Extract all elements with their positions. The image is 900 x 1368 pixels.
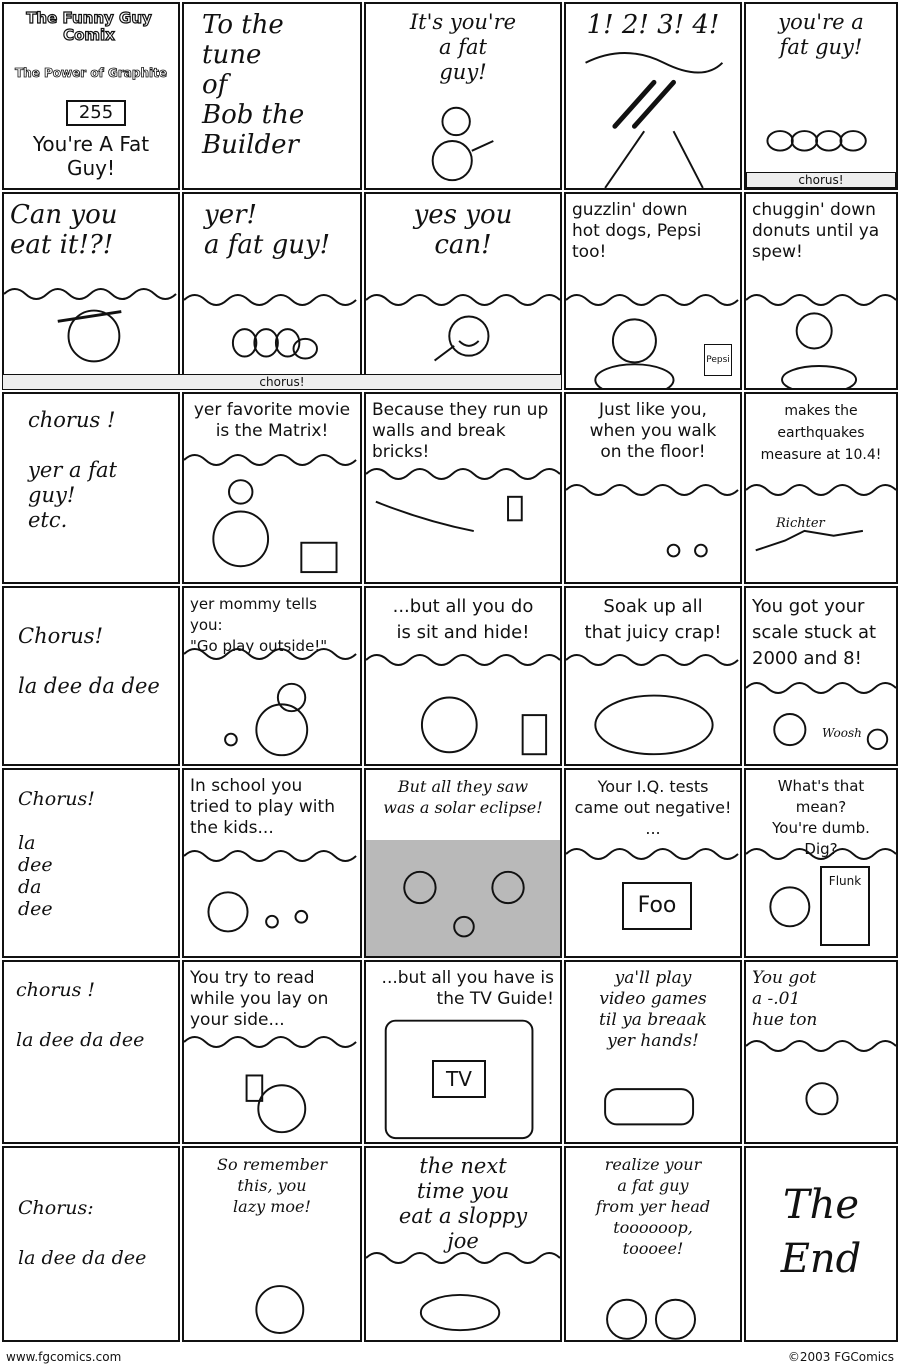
panel-27 [364, 960, 562, 1144]
panel-9 [744, 192, 898, 390]
hiding-guy-drawing [366, 588, 560, 764]
panel-caption: 1! 2! 3! 4! [586, 10, 720, 40]
panel-caption: ...but all you have is the TV Guide! [381, 968, 554, 1009]
video-game-drawing [566, 962, 740, 1142]
panel-14 [744, 392, 898, 584]
panel-caption: You got a -.01 hue ton [752, 968, 818, 1030]
panel-31 [182, 1146, 362, 1342]
fat-guy-drawing [366, 4, 560, 188]
panel-23 [564, 768, 742, 958]
eclipse-drawing [366, 770, 560, 956]
panel-caption: So remember this, you lazy moe! [217, 1155, 327, 1216]
panel-caption: Chorus! la dee da dee [18, 624, 160, 698]
panel-34 [744, 1146, 898, 1342]
panel-16 [182, 586, 362, 766]
head-drawing [566, 1148, 740, 1340]
happy-guy-drawing [366, 194, 560, 388]
panel-18 [564, 586, 742, 766]
panel-caption: Soak up all that juicy crap! [584, 596, 722, 643]
panel-1 [182, 2, 362, 190]
panel-caption: What's that mean? You're dumb. Dig? [772, 777, 870, 858]
wave-border [566, 844, 740, 864]
episode-title: You're A Fat Guy! [32, 132, 150, 180]
panel-2 [364, 2, 562, 190]
mommy-drawing [184, 588, 360, 764]
panel-13 [564, 392, 742, 584]
panel-caption: chuggin' down donuts until ya spew! [752, 200, 880, 262]
panel-8 [564, 192, 742, 390]
panel-caption: yer favorite movie is the Matrix! [193, 400, 351, 441]
panel-20 [2, 768, 180, 958]
panel-caption: To the tune of Bob the Builder [202, 10, 305, 160]
panel-caption: You try to read while you lay on your side... [190, 968, 329, 1030]
face-drawing [4, 194, 178, 388]
panel-5 [2, 192, 180, 390]
scale-drawing [746, 588, 896, 764]
walking-drawing [566, 394, 740, 582]
woosh-label: Woosh [822, 726, 862, 740]
chorus-banner: chorus! [746, 172, 896, 188]
tv-guide-label: TV [432, 1060, 486, 1098]
panel-12 [364, 392, 562, 584]
panel-caption: guzzlin' down hot dogs, Pepsi too! [572, 200, 702, 262]
lazy-guy-drawing [184, 1148, 360, 1340]
subtitle: The Power of Graphite [14, 66, 168, 80]
panel-caption: realize your a fat guy from yer head toooooop, toooee! [595, 1155, 711, 1258]
panel-caption: You got your scale stuck at 2000 and 8! [752, 596, 877, 669]
panel-21 [182, 768, 362, 958]
panel-33 [564, 1146, 742, 1342]
pepsi-can: Pepsi [704, 344, 732, 376]
tv-guide-drawing [366, 962, 560, 1142]
guy-with-tv-drawing [184, 394, 360, 582]
panel-caption: you're a fat guy! [778, 10, 864, 59]
panel-caption: The End [780, 1182, 862, 1282]
panel-19 [744, 586, 898, 766]
panel-caption: Your I.Q. tests came out negative! ... [574, 777, 732, 838]
spewing-guy-drawing [746, 194, 896, 388]
seismograph-drawing [746, 394, 896, 582]
panel-caption: ya'll play video games til ya breaak yer hands! [599, 968, 707, 1051]
panel-caption: It's you're a fat guy! [409, 10, 517, 84]
panel-11 [182, 392, 362, 584]
richter-label: Richter [776, 516, 825, 531]
panel-29 [744, 960, 898, 1144]
panel-22 [364, 768, 562, 958]
panel-caption: chorus ! yer a fat guy! etc. [28, 408, 117, 532]
series-title: The Funny Guy Comix [26, 9, 152, 44]
panel-32 [364, 1146, 562, 1342]
panel-caption: the next time you eat a sloppy joe [398, 1154, 528, 1253]
panel-caption: Chorus: la dee da dee [18, 1197, 147, 1269]
test-paper: Foo [622, 882, 692, 930]
panel-28 [564, 960, 742, 1144]
panel-caption: yer! a fat guy! [204, 200, 331, 260]
flunk-paper: Flunk [820, 866, 870, 946]
panel-caption: chorus ! la dee da dee [16, 979, 145, 1051]
heavy-guy-drawing [746, 962, 896, 1142]
panel-3 [564, 2, 742, 190]
panel-caption: yer mommy tells you: "Go play outside!" [190, 595, 328, 655]
panel-caption: In school you tried to play with the kids... [190, 776, 335, 838]
panel-6 [182, 192, 362, 390]
panel-caption: makes the earthquakes measure at 10.4! [760, 403, 882, 463]
sloppy-joe-drawing [366, 1148, 560, 1340]
panel-caption: Chorus! la dee da dee [18, 788, 95, 920]
reading-drawing [184, 962, 360, 1142]
panel-4 [744, 2, 898, 190]
footer-copyright: ©2003 FGComics [787, 1350, 894, 1364]
panel-10 [2, 392, 180, 584]
title-panel [2, 2, 180, 190]
hot-dogs-drawing [566, 4, 740, 188]
panel-30 [2, 1146, 180, 1342]
donuts-drawing [184, 194, 360, 388]
panel-7 [364, 192, 562, 390]
breaking-bricks-drawing [366, 394, 560, 582]
footer-url[interactable]: www.fgcomics.com [6, 1350, 122, 1364]
panel-caption: Can you eat it!?! [10, 200, 118, 260]
panel-caption: ...but all you do is sit and hide! [392, 596, 534, 643]
chorus-banner-row2: chorus! [2, 374, 562, 390]
panel-24 [744, 768, 898, 958]
panel-caption: Just like you, when you walk on the floor! [589, 400, 717, 462]
issue-number: 255 [66, 100, 126, 126]
school-drawing [184, 770, 360, 956]
donuts-drawing [746, 4, 896, 188]
panel-caption: But all they saw was a solar eclipse! [366, 770, 560, 840]
panel-25 [2, 960, 180, 1144]
panel-15 [2, 586, 180, 766]
panel-caption: Because they run up walls and break bricks! [372, 400, 549, 462]
soaking-drawing [566, 588, 740, 764]
panel-17 [364, 586, 562, 766]
panel-26 [182, 960, 362, 1144]
panel-caption: yes you can! [413, 200, 513, 260]
